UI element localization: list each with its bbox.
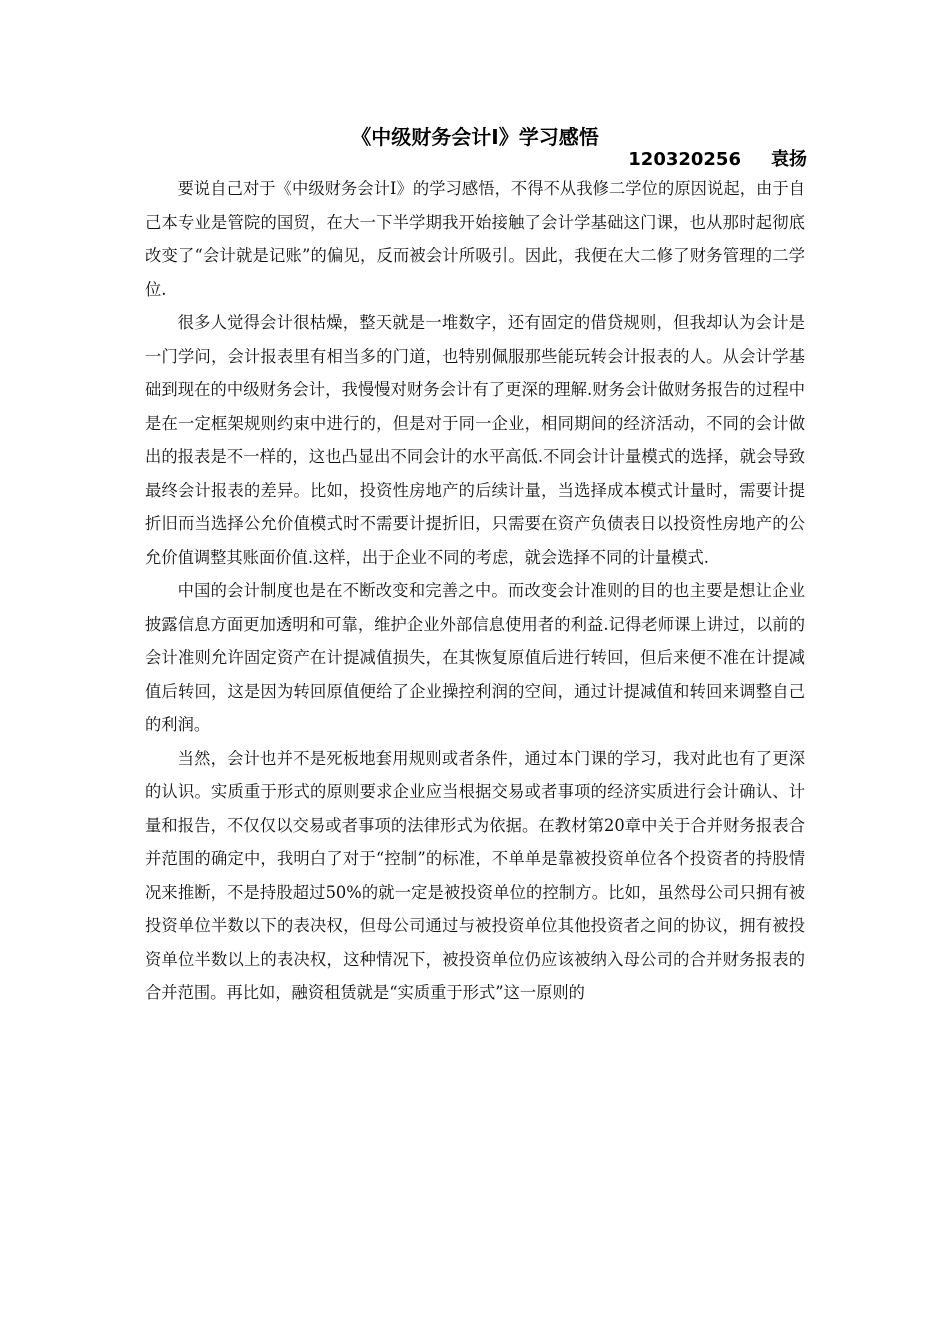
paragraph: 要说自己对于《中级财务会计Ⅰ》的学习感悟，不得不从我修二学位的原因说起，由于自己本专业是管院的国贸，在大一下半学期我开始接触了会计学基础这门课，也从那时起彻底改变了“会计就是记账”的偏见，反而被会计所吸引。因此，我便在大二修了财务管理的二学位. xyxy=(145,179,805,299)
student-name: 袁扬 xyxy=(771,149,807,170)
author-line xyxy=(628,147,807,173)
student-id: 120320256 xyxy=(628,149,741,170)
paragraph: 中国的会计制度也是在不断改变和完善之中。而改变会计准则的目的也主要是想让企业披露信息方面更加透明和可靠，维护企业外部信息使用者的利益.记得老师课上讲过，以前的会计准则允许固定资产在计提减值损失，在其恢复原值后进行转回，但后来便不准在计提减值后转回，这是因为转回原值便给了企业操控利润的空间，通过计提减值和转回来调整自己的利润。 xyxy=(145,581,805,734)
document-title: 《中级财务会计I》学习感悟 xyxy=(351,125,599,149)
paragraph: 当然，会计也并不是死板地套用规则或者条件，通过本门课的学习，我对此也有了更深的认识。实质重于形式的原则要求企业应当根据交易或者事项的经济实质进行会计确认、计量和报告，不仅仅以交易或者事项的法律形式为依据。在教材第20章中关于合并财务报表合并范围的确定中，我明白了对于“控制”的标准，不单单是靠被投资单位各个投资者的持股情况来推断，不是持股超过50%的就一定是被投资单位的控制方。比如，虽然母公司只拥有被投资单位半数以下的表决权，但母公司通过与被投资单位其他投资者之间的协议，拥有被投资单位半数以上的表决权，这种情况下，被投资单位仍应该被纳入母公司的合并财务报表的合并范围。再比如，融资租赁就是“实质重于形式”这一原则的 xyxy=(145,748,805,1002)
paragraph: 很多人觉得会计很枯燥，整天就是一堆数字，还有固定的借贷规则，但我却认为会计是一门学问，会计报表里有相当多的门道，也特别佩服那些能玩转会计报表的人。从会计学基础到现在的中级财务会计，我慢慢对财务会计有了更深的理解.财务会计做财务报告的过程中是在一定框架规则约束中进行的，但是对于同一企业，相同期间的经济活动，不同的会计做出的报表是不一样的，这也凸显出不同会计的水平高低.不同会计计量模式的选择，就会导致最终会计报表的差异。比如，投资性房地产的后续计量，当选择成本模式计量时，需要计提折旧而当选择公允价值模式时不需要计提折旧，只需要在资产负债表日以投资性房地产的公允价值调整其账面价值.这样，出于企业不同的考虑，就会选择不同的计量模式. xyxy=(145,313,805,567)
document-body xyxy=(145,172,805,1010)
